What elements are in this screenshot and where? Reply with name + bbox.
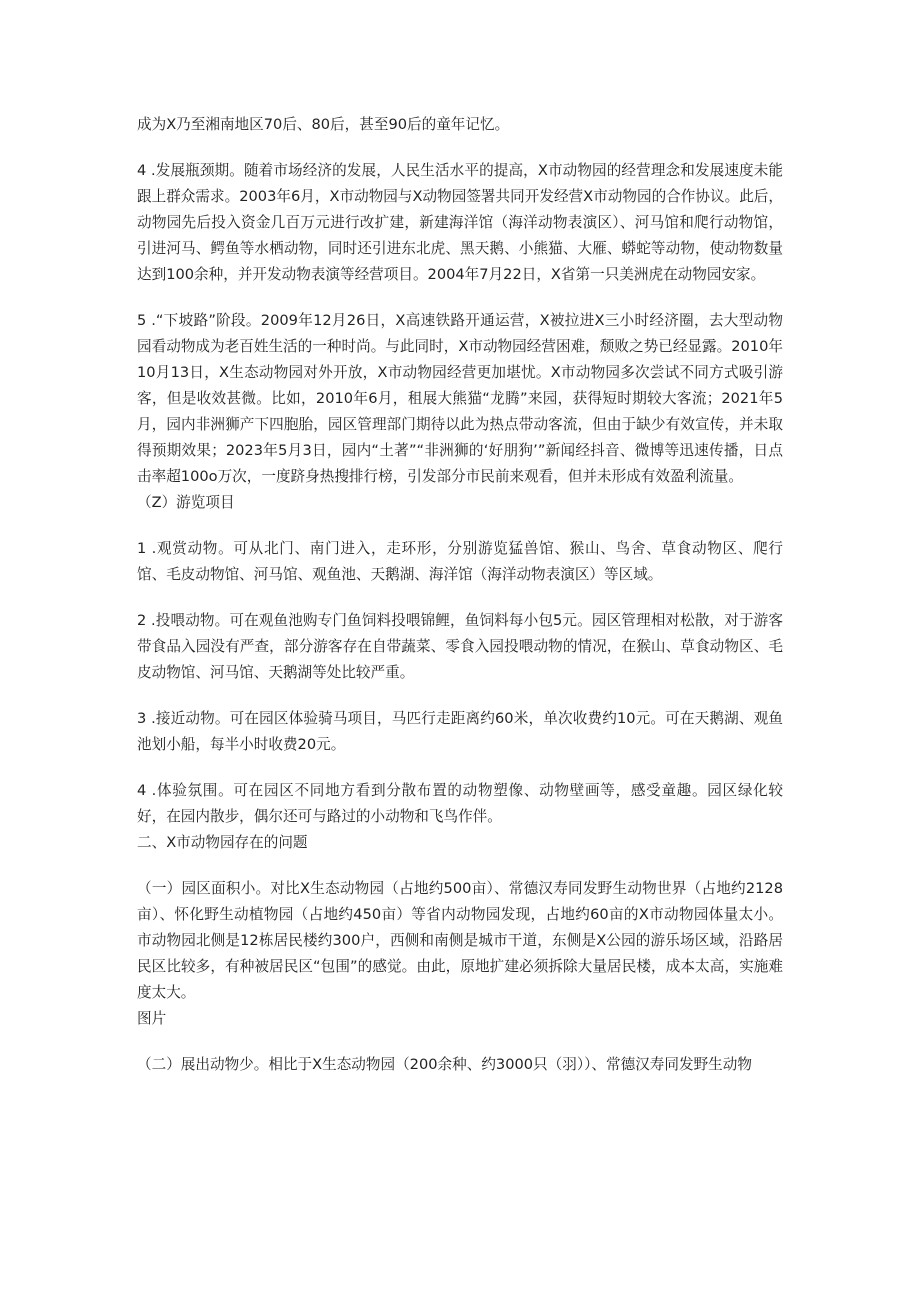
paragraph-watch-animals: 1 .观赏动物。可从北门、南门进入，走环形，分别游览猛兽馆、猴山、鸟舍、草食动物区、爬行馆、毛皮动物馆、河马馆、观鱼池、天鹅湖、海洋馆（海洋动物表演区）等区域。	[137, 540, 783, 583]
paragraph-bottleneck-period: 4 .发展瓶颈期。随着市场经济的发展，人民生活水平的提高，X市动物园的经营理念和发展速度未能跟上群众需求。2003年6月，X市动物园与X动物园签署共同开发经营X市动物园的合作协议。此后，动物园先后投入资金几百万元进行改扩建，新建海洋馆（海洋动物表演区）、河马馆和爬行动物馆，引进河马、鳄鱼等水栖动物，同时还引进东北虎、黑天鹅、小熊猫、大雁、蟒蛇等动物，使动物数量达到100余种，并开发动物表演等经营项目。2004年7月22日，X省第一只美洲虎在动物园安家。	[137, 162, 783, 283]
paragraph-few-animals: （二）展出动物少。相比于X生态动物园（200余种、约3000只（羽））、常德汉寿同发野生动物	[137, 1056, 752, 1073]
paragraph-feed-animals: 2 .投喂动物。可在观鱼池购专门鱼饲料投喂锦鲤，鱼饲料每小包5元。园区管理相对松散，对于游客带食品入园没有严查，部分游客存在自带蔬菜、零食入园投喂动物的情况，在猴山、草食动物区、毛皮动物馆、河马馆、天鹅湖等处比较严重。	[137, 612, 783, 681]
paragraph-approach-animals: 3 .接近动物。可在园区体验骑马项目，马匹行走距离约60米，单次收费约10元。可在天鹅湖、观鱼池划小船，每半小时收费20元。	[137, 710, 783, 753]
paragraph-childhood-memory: 成为X乃至湘南地区70后、80后，甚至90后的童年记忆。	[137, 116, 510, 133]
paragraph-atmosphere: 4 .体验氛围。可在园区不同地方看到分散布置的动物塑像、动物壁画等，感受童趣。园区绿化较好，在园内散步，偶尔还可与路过的小动物和飞鸟作伴。	[137, 782, 783, 825]
section-heading-problems: 二、X市动物园存在的问题	[137, 834, 308, 851]
section-heading-tour-items: （Z）游览项目	[137, 494, 235, 511]
image-placeholder-label: 图片	[137, 1010, 167, 1027]
paragraph-downhill-stage: 5 .“下坡路”阶段。2009年12月26日，X高速铁路开通运营，X被拉进X三小时经济圈，去大型动物园看动物成为老百姓生活的一种时尚。与此同时，X市动物园经营困难，颓败之势已经显露。2010年10月13日，X生态动物园对外开放，X市动物园经营更加堪忧。X市动物园多次尝试不同方式吸引游客，但是收效甚微。比如，2010年6月，租展大熊猫“龙腾”来园，获得短时期较大客流；2021年5月，园内非洲狮产下四胞胎，园区管理部门期待以此为热点带动客流，但由于缺少有效宣传，并未取得预期效果；2023年5月3日，园内“土著”“非洲狮的‘好朋狗’”新闻经抖音、微博等迅速传播，日点击率超100o万次，一度跻身热搜排行榜，引发部分市民前来观看，但并未形成有效盈利流量。	[137, 312, 783, 485]
document-page	[137, 112, 783, 1078]
paragraph-small-area: （一）园区面积小。对比X生态动物园（占地约500亩）、常德汉寿同发野生动物世界（占地约2128亩）、怀化野生动植物园（占地约450亩）等省内动物园发现，占地约60亩的X市动物园体量太小。市动物园北侧是12栋居民楼约300户，西侧和南侧是城市干道，东侧是X公园的游乐场区域，沿路居民区比较多，有种被居民区“包围”的感觉。由此，原地扩建必须拆除大量居民楼，成本太高，实施难度太大。	[137, 880, 783, 1001]
